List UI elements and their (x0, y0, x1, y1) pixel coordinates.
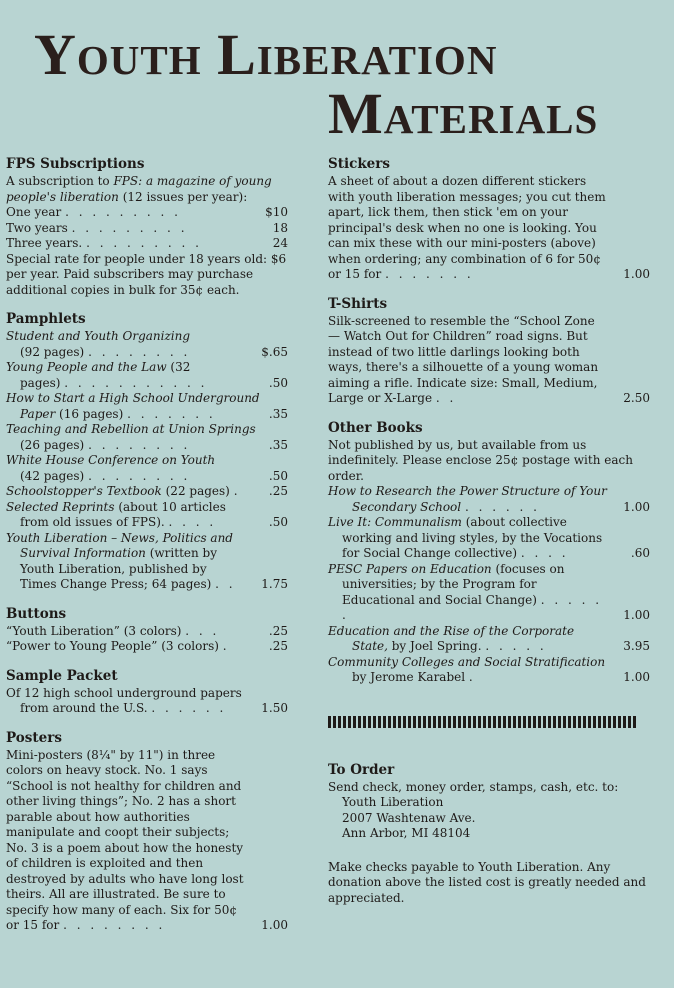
left-column (6, 156, 288, 947)
price-value: .50 (268, 375, 288, 390)
price-row (6, 205, 288, 221)
price-value: 3.95 (623, 639, 650, 653)
fps-intro-text: A subscription to (6, 174, 114, 188)
posters-row: Mini-posters (8¼" by 11") in three colors on heavy stock. No. 1 says “School is not healthy for children and other living things”; No. 2 has a short parable about how authorities manipulate and coopt their subjects; No. 3 is a poem about how the honesty of children is exploited and then destroyed by adults who have long lost theirs. All are illustrated. Be sure to specify how many of each. Six for 50¢ or 15 for . . . . . . . . 1.00 (6, 747, 288, 932)
stickers-row: A sheet of about a dozen different stickers with youth liberation messages; you cut them apart, lick them, then stick 'em on your principal's desk when no one is looking. You can mix these with our mini-posters (above) when ordering; any combination of 6 for 50¢ or 15 for . . . . . . . 1.00 (328, 174, 650, 281)
fps-subscriptions-section (6, 156, 288, 298)
tshirts-section (328, 296, 650, 407)
sample-packet-text: Of 12 high school underground papers (6, 685, 242, 700)
price-value: 24 (272, 236, 288, 250)
price-value: .50 (268, 468, 288, 483)
pamphlet-item: Selected Reprints (about 10 articles from old issues of FPS). . . . . .50 (6, 499, 288, 529)
button-item: “Youth Liberation” (3 colors) . . . .25 (6, 623, 288, 638)
pamphlet-item: Teaching and Rebellion at Union Springs (26 pages) . . . . . . . . .35 (6, 422, 288, 452)
price-value: 1.00 (623, 670, 650, 684)
price-row-label: Two years . . . . . . . . . (6, 220, 188, 235)
book-item: PESC Papers on Education (focuses on universities; by the Program for Educational and Social Change) . . . . . . 1.00 (328, 561, 650, 622)
price-row-label: One year . . . . . . . . . (6, 205, 181, 219)
pamphlet-item: How to Start a High School Underground Paper (16 pages) . . . . . . . .35 (6, 391, 288, 421)
other-books-section (328, 420, 650, 686)
pamphlet-item: Youth Liberation – News, Politics and Survival Information (written by Youth Liberation, published by Times Change Press; 64 pages) . . 1.75 (6, 530, 288, 591)
pamphlet-item: Young People and the Law (32 pages) . . . . . . . . . . . .50 (6, 360, 288, 390)
price-value: 1.50 (261, 701, 288, 715)
posters-section (6, 730, 288, 934)
price-value: 1.75 (261, 577, 288, 591)
price-value: .60 (630, 546, 650, 560)
tshirts-row: Silk-screened to resemble the “School Zone — Watch Out for Children” road signs. But instead of two little darlings looking both ways, there's a silhouette of a young woman aiming a rifle. Indicate size: Small, Medium, Large or X-Large . . 2.50 (328, 313, 650, 405)
sample-packet-section (6, 668, 288, 717)
buttons-heading: Buttons (6, 605, 67, 622)
to-order-heading: To Order (328, 761, 395, 778)
other-books-intro: Not published by us, but available from us indefinitely. Please enclose 25¢ postage with each order. (328, 437, 633, 483)
pamphlet-title: Student and Youth Organizing (6, 329, 191, 343)
barcode-strip (328, 716, 638, 728)
pamphlet-title: How to Start a High School Underground (6, 391, 260, 405)
price-value: 1.00 (623, 267, 650, 281)
tshirts-text: Silk-screened to resemble the “School Zone — Watch Out for Children” road signs. But instead of two little darlings looking both ways, there's a silhouette of a young woman aiming a rifle. Indicate size: Small, Medium, Large or X-Large (328, 313, 599, 405)
book-title: How to Research the Power Structure of Your Secondary School (328, 484, 607, 514)
right-column (328, 156, 650, 919)
buttons-section (6, 606, 288, 655)
price-value: 1.00 (261, 918, 288, 932)
book-title: Community Colleges and Social Stratification (328, 654, 606, 669)
price-value: 2.50 (623, 391, 650, 405)
price-value: 1.00 (623, 499, 650, 514)
price-row-label: Three years. . . . . . . . . . (6, 236, 202, 250)
address-line: 2007 Washtenaw Ave. (342, 810, 476, 825)
price-value: .25 (268, 623, 288, 638)
price-row (6, 221, 288, 237)
to-order-section (328, 762, 650, 907)
price-value: .25 (268, 639, 288, 653)
price-value: $10 (265, 205, 288, 219)
page-title-line2: Materials (328, 81, 599, 146)
price-value: 1.00 (623, 608, 650, 622)
to-order-text: Send check, money order, stamps, cash, etc. to: (328, 779, 619, 794)
price-value: 18 (272, 220, 288, 235)
fps-intro (6, 174, 288, 205)
button-item: “Power to Young People” (3 colors) . .25 (6, 639, 288, 653)
price-value: .50 (268, 515, 288, 529)
stickers-text: A sheet of about a dozen different stickers with youth liberation messages; you cut them apart, lick them, then stick 'em on your principal's desk when no one is looking. You can mix these with our mini-posters (above) when ordering; any combination of 6 for 50¢ or 15 for (328, 174, 606, 281)
book-title: Live It: Communalism (328, 515, 462, 529)
posters-text: Mini-posters (8¼" by 11") in three colors on heavy stock. No. 1 says “School is not healthy for children and other living things”; No. 2 has a short parable about how authorities manipulate and coopt their subjects; No. 3 is a poem about how the honesty of children is exploited and then destroyed by adults who have long lost theirs. All are illustrated. Be sure to specify how many of each. Six for 50¢ or 15 for (6, 747, 244, 932)
pamphlets-section (6, 311, 288, 593)
fps-magazine-title: FPS: a magazine of young people's liberation (6, 174, 272, 204)
pamphlet-title: Schoolstopper's Textbook (6, 484, 162, 498)
pamphlet-item: Schoolstopper's Textbook (22 pages) . .25 (6, 484, 288, 498)
price-row (6, 236, 288, 252)
book-item: Community Colleges and Social Stratification by Jerome Karabel . 1.00 (328, 654, 650, 684)
stickers-heading: Stickers (328, 156, 390, 172)
price-value: .25 (268, 484, 288, 498)
stickers-section (328, 156, 650, 283)
fps-special-rate: Special rate for people under 18 years old: $6 per year. Paid subscribers may purchase additional copies in bulk for 35¢ each. (6, 251, 287, 297)
book-item: Live It: Communalism (about collective working and living styles, by the Vocations for Social Change collective) . . . . .60 (328, 515, 650, 560)
pamphlet-item: White House Conference on Youth (42 pages) . . . . . . . . .50 (6, 453, 288, 483)
pamphlet-title: Selected Reprints (6, 499, 115, 514)
pamphlet-title: Young People and the Law (6, 360, 167, 374)
book-item: How to Research the Power Structure of Your Secondary School . . . . . . 1.00 (328, 484, 650, 514)
address-line: Ann Arbor, MI 48104 (342, 826, 471, 840)
page-title-line1: Youth Liberation (34, 22, 498, 87)
pamphlet-item: Student and Youth Organizing (92 pages) . . . . . . . . $.65 (6, 329, 288, 359)
sample-packet-row: from around the U.S. . . . . . . 1.50 (20, 701, 288, 715)
tshirts-heading: T-Shirts (328, 295, 388, 312)
other-books-heading: Other Books (328, 419, 423, 436)
pamphlets-heading: Pamphlets (6, 311, 86, 327)
book-title: PESC Papers on Education (328, 561, 492, 576)
price-value: .35 (268, 406, 288, 421)
fps-intro-tail: (12 issues per year): (118, 189, 248, 204)
pamphlet-title: Youth Liberation – News, Politics and Survival Information (6, 530, 233, 560)
posters-heading: Posters (6, 729, 62, 746)
price-value: $.65 (261, 344, 288, 359)
sample-packet-heading: Sample Packet (6, 667, 118, 684)
price-value: .35 (268, 437, 288, 452)
book-title: Education and the Rise of the Corporate State, (328, 623, 575, 653)
book-item: Education and the Rise of the Corporate State, by Joel Spring. . . . . . 3.95 (328, 623, 650, 653)
pamphlet-title: Teaching and Rebellion at Union Springs (6, 422, 256, 436)
payment-note: Make checks payable to Youth Liberation. Any donation above the listed cost is greatly needed and appreciated. (328, 859, 646, 905)
pamphlet-title: White House Conference on Youth (6, 453, 216, 467)
address-line: Youth Liberation (342, 795, 444, 809)
fps-heading: FPS Subscriptions (6, 156, 145, 172)
